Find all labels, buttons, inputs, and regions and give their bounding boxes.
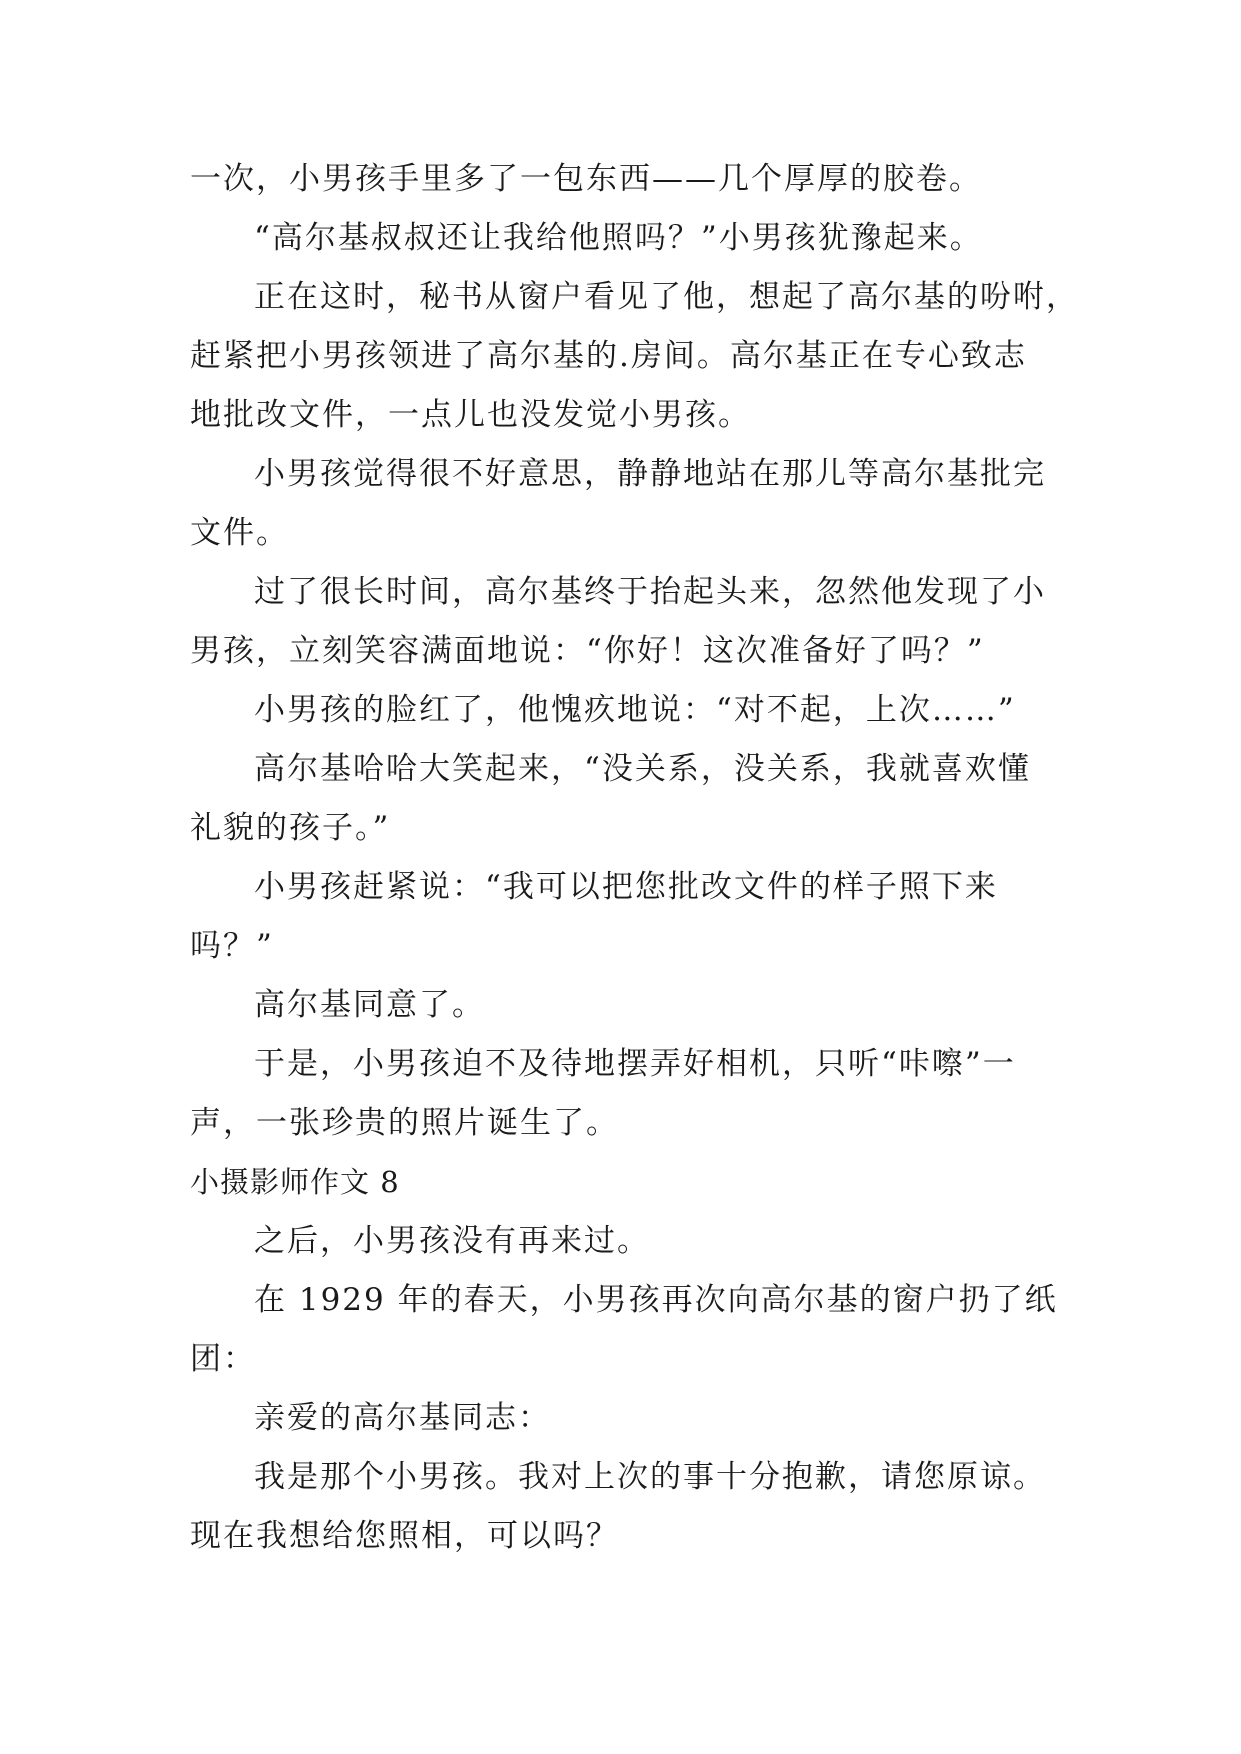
paragraph-line: 吗？” [190,928,274,964]
paragraph-line: 于是，小男孩迫不及待地摆弄好相机，只听“咔嚓”一 [254,1046,1016,1082]
section-heading: 小摄影师作文 8 [190,1165,400,1199]
paragraph-line: 之后，小男孩没有再来过。 [254,1223,650,1259]
paragraph-line: “高尔基叔叔还让我给他照吗？”小男孩犹豫起来。 [254,220,983,256]
paragraph-line: 高尔基同意了。 [254,987,485,1023]
document-body [190,150,1080,1566]
paragraph-line: 礼貌的孩子。” [190,810,391,846]
paragraph-line: 一次，小男孩手里多了一包东西——几个厚厚的胶卷。 [190,161,982,197]
paragraph-line: 现在我想给您照相，可以吗？ [190,1518,619,1554]
paragraph-line: 地批改文件，一点儿也没发觉小男孩。 [190,397,751,433]
paragraph-line: 正在这时，秘书从窗户看见了他，想起了高尔基的吩咐， [254,279,1079,315]
paragraph-line: 男孩，立刻笑容满面地说：“你好！这次准备好了吗？” [190,633,985,669]
paragraph-line: 声，一张珍贵的照片诞生了。 [190,1105,619,1141]
paragraph-line: 我是那个小男孩。我对上次的事十分抱歉，请您原谅。 [254,1459,1046,1495]
paragraph-line: 在 1929 年的春天，小男孩再次向高尔基的窗户扔了纸 [254,1282,1058,1318]
paragraph-line: 小男孩赶紧说：“我可以把您批改文件的样子照下来 [254,869,998,905]
paragraph-line: 小男孩的脸红了，他愧疚地说：“对不起，上次……” [254,692,1016,728]
paragraph-line: 小男孩觉得很不好意思，静静地站在那儿等高尔基批完 [254,456,1046,492]
paragraph-line: 文件。 [190,515,289,551]
paragraph-line: 赶紧把小男孩领进了高尔基的.房间。高尔基正在专心致志 [190,338,1027,374]
paragraph-line: 团： [190,1341,256,1377]
paragraph-line: 过了很长时间，高尔基终于抬起头来，忽然他发现了小 [254,574,1046,610]
paragraph-line: 亲爱的高尔基同志： [254,1400,551,1436]
paragraph-line: 高尔基哈哈大笑起来，“没关系，没关系，我就喜欢懂 [254,751,1031,787]
